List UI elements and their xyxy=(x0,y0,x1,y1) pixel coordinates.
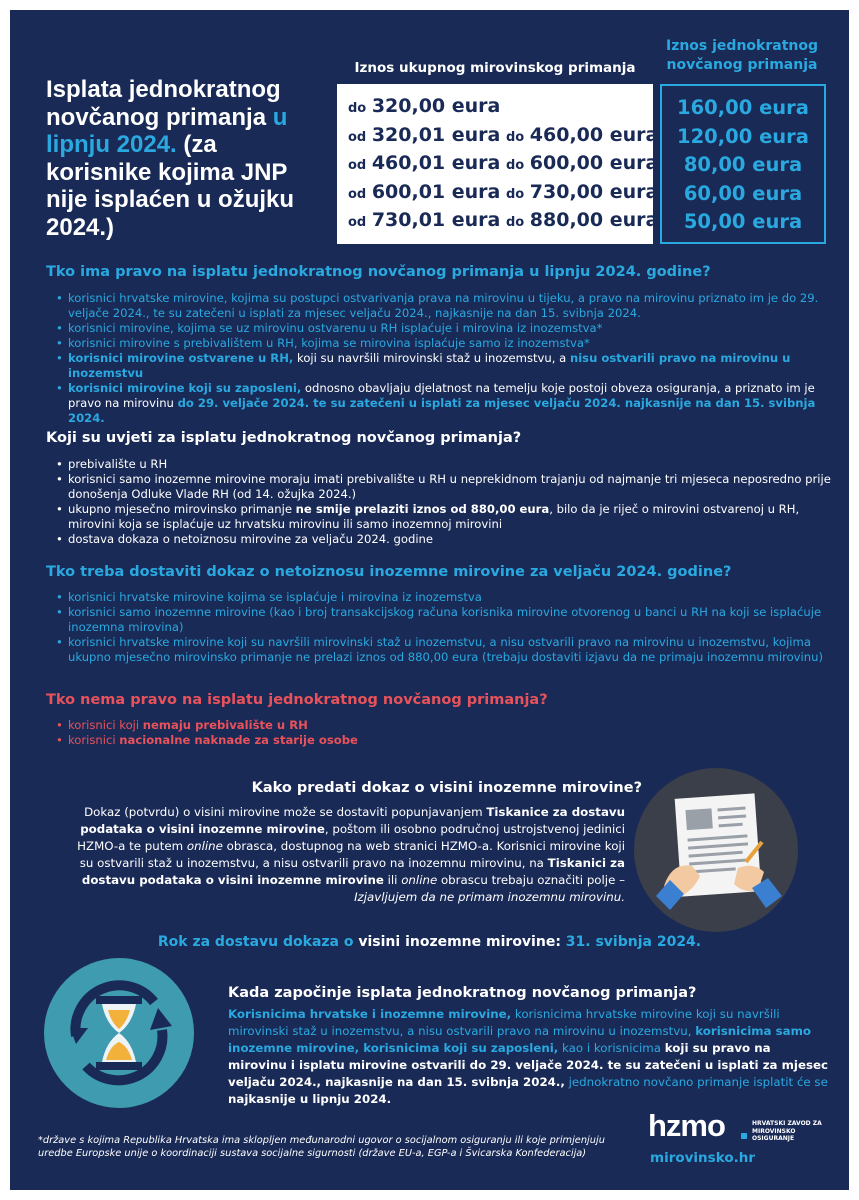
page-title xyxy=(46,76,326,241)
section-heading-not-eligible: Tko nema pravo na isplatu jednokratnog novčanog primanja? xyxy=(46,692,548,708)
list-item: • korisnici hrvatske mirovine kojima se isplaćuje i mirovina iz inozemstva xyxy=(56,590,834,605)
payment-start-heading: Kada započinje isplata jednokratnog novčanog primanja? xyxy=(228,985,697,1001)
table-row: od 460,01 eura do 600,00 eura xyxy=(348,152,659,174)
list-item: • korisnici hrvatske mirovine koji su navršili mirovinski staž u inozemstvu, a nisu ostvarili pravo na mirovinu u inozemstvu, kojima ukupno mjesečno mirovinsko primanje ne prelazi iznos od 880,00 eura (trebaju dostaviti izjavu da ne primaju inozemnu mirovinu) xyxy=(56,635,834,665)
payment-amount-table xyxy=(660,84,826,244)
payment-start-text: Korisnicima hrvatske i inozemne mirovine, korisnicima hrvatske mirovine koji su navršili mirovinski staž u inozemstvu, a nisu ostvarili pravo na mirovinu u inozemstvu, korisnicima samo inozemne mirovine, korisnicima koji su zaposleni, kao i korisnicima koji su pravo na mirovinu i isplatu mirovine ostvarili do 29. veljače 2024. te su zatečeni u isplati za mjesec veljaču 2024., najkasnije na dan 15. svibnja 2024., jednokratno novčano primanje isplatit će se najkasnije u lipnju 2024. xyxy=(228,1007,828,1106)
table-heading-pension: Iznos ukupnog mirovinskog primanja xyxy=(354,60,636,76)
list-item: • dostava dokaza o netoiznosu mirovine za veljaču 2024. godine xyxy=(56,532,834,547)
amount-cell: 120,00 eura xyxy=(677,124,809,148)
list-item: • korisnici koji nemaju prebivalište u RH xyxy=(56,718,834,733)
logo-dot xyxy=(741,1133,747,1139)
how-to-submit-text: Dokaz (potvrdu) o visini mirovine može se dostaviti popunjavanjem Tiskanice za dostavu podataka o visini inozemne mirovine, poštom ili osobno područnoj ustrojstvenoj jedinici HZMO-a te putem online obrasca, dostupnog na web stranici HZMO-a. Korisnici mirovine koji su ostvarili staž u inozemstvu, a nisu ostvarili pravo na inozemnu mirovinu, na Tiskanici za dostavu podataka o visini inozemne mirovine ili online obrascu trebaju označiti polje – Izjavljujem da ne primam inozemnu mirovinu. xyxy=(77,805,625,904)
footnote: *države s kojima Republika Hrvatska ima sklopljen međunarodni ugovor o socijalnom osiguranju ili koje primjenjuju uredbe Europske unije o koordinaciji sustava socijalne sigurnosti (države EU-a, EGP-a i Švicarska Konfederacija) xyxy=(38,1135,605,1159)
deadline-line: Rok za dostavu dokaza o visini inozemne mirovine: 31. svibnja 2024. xyxy=(157,934,702,950)
hourglass-refresh-icon xyxy=(44,958,194,1108)
title-line-1: Isplata jednokratnog novčanog primanja xyxy=(46,76,281,131)
table-row: od 320,01 eura do 460,00 eura xyxy=(348,123,659,146)
eligibility-list xyxy=(56,291,834,426)
amount-cell: 50,00 eura xyxy=(683,210,803,233)
proof-list xyxy=(56,590,834,665)
table-row: od 600,01 eura do 730,00 eura xyxy=(348,180,659,203)
section-heading-proof: Tko treba dostaviti dokaz o netoiznosu inozemne mirovine za veljaču 2024. godine? xyxy=(46,564,732,580)
amount-cell: 160,00 eura xyxy=(677,96,809,119)
table-row: od 730,01 eura do 880,00 eura xyxy=(348,209,659,231)
amount-cell: 80,00 eura xyxy=(683,153,803,176)
title-subtitle: (za korisnike kojima JNP nije isplaćen u ožujku 2024.) xyxy=(46,131,295,241)
how-to-submit-heading: Kako predati dokaz o visini inozemne mirovine? xyxy=(251,780,642,796)
section-heading-eligibility: Tko ima pravo na isplatu jednokratnog novčanog primanja u lipnju 2024. godine? xyxy=(46,264,711,280)
list-item: • korisnici mirovine s prebivalištem u RH, kojima se mirovina isplaćuje samo iz inozemstva* xyxy=(56,336,834,351)
list-item: • korisnici mirovine, kojima se uz mirovinu ostvarenu u RH isplaćuje i mirovina iz inozemstva* xyxy=(56,321,834,336)
pension-range-table xyxy=(337,84,659,244)
logo-wordmark: hzmo xyxy=(648,1108,725,1143)
not-eligible-list xyxy=(56,718,834,748)
document-signing-icon xyxy=(634,768,798,932)
list-item: • prebivalište u RH xyxy=(56,457,834,472)
list-item: • korisnici samo inozemne mirovine moraju imati prebivalište u RH u neprekidnom trajanju od najmanje tri mjeseca neposredno prije donošenja Odluke Vlade RH (od 14. ožujka 2024.) xyxy=(56,472,834,502)
list-item: • korisnici mirovine ostvarene u RH, koji su navršili mirovinski staž u inozemstvu, a nisu ostvarili pravo na mirovinu u inozemstvu xyxy=(56,351,834,381)
list-item: • ukupno mjesečno mirovinsko primanje ne smije prelaziti iznos od 880,00 eura, bilo da je riječ o mirovini ostvarenoj u RH, mirovini koja se isplaćuje uz hrvatsku mirovinu ili samo inozemnoj mirovini xyxy=(56,502,834,532)
logo-tagline: HRVATSKI ZAVOD ZA MIROVINSKO OSIGURANJE xyxy=(752,1120,822,1142)
section-heading-conditions: Koji su uvjeti za isplatu jednokratnog novčanog primanja? xyxy=(46,430,522,446)
conditions-list xyxy=(56,457,834,547)
amount-cell: 60,00 eura xyxy=(683,181,803,205)
website-link[interactable]: mirovinsko.hr xyxy=(650,1150,755,1166)
title-highlight: u lipnju 2024. xyxy=(46,103,288,158)
list-item: • korisnici mirovine koji su zaposleni, odnosno obavljaju djelatnost na temelju koje postoji obveza osiguranja, a priznato im je pravo na mirovinu do 29. veljače 2024. te su zatečeni u isplati za mjesec veljaču 2024. najkasnije na dan 15. svibnja 2024. xyxy=(56,381,834,426)
list-item: • korisnici hrvatske mirovine, kojima su postupci ostvarivanja prava na mirovinu u tijeku, a pravo na mirovinu priznato im je do 29. veljače 2024., te su zatečeni u isplati za mjesec veljaču 2024., najkasnije na dan 15. svibnja 2024. xyxy=(56,291,834,321)
hzmo-logo xyxy=(648,1108,838,1148)
table-row: do 320,00 eura xyxy=(348,95,501,117)
table-heading-amount: Iznos jednokratnog novčanog primanja xyxy=(665,38,818,73)
list-item: • korisnici samo inozemne mirovine (kao i broj transakcijskog računa korisnika mirovine otvorenog u banci u RH na koji se isplaćuje inozemna mirovina) xyxy=(56,605,834,635)
list-item: • korisnici nacionalne naknade za starije osobe xyxy=(56,733,834,748)
poster xyxy=(10,10,849,1190)
